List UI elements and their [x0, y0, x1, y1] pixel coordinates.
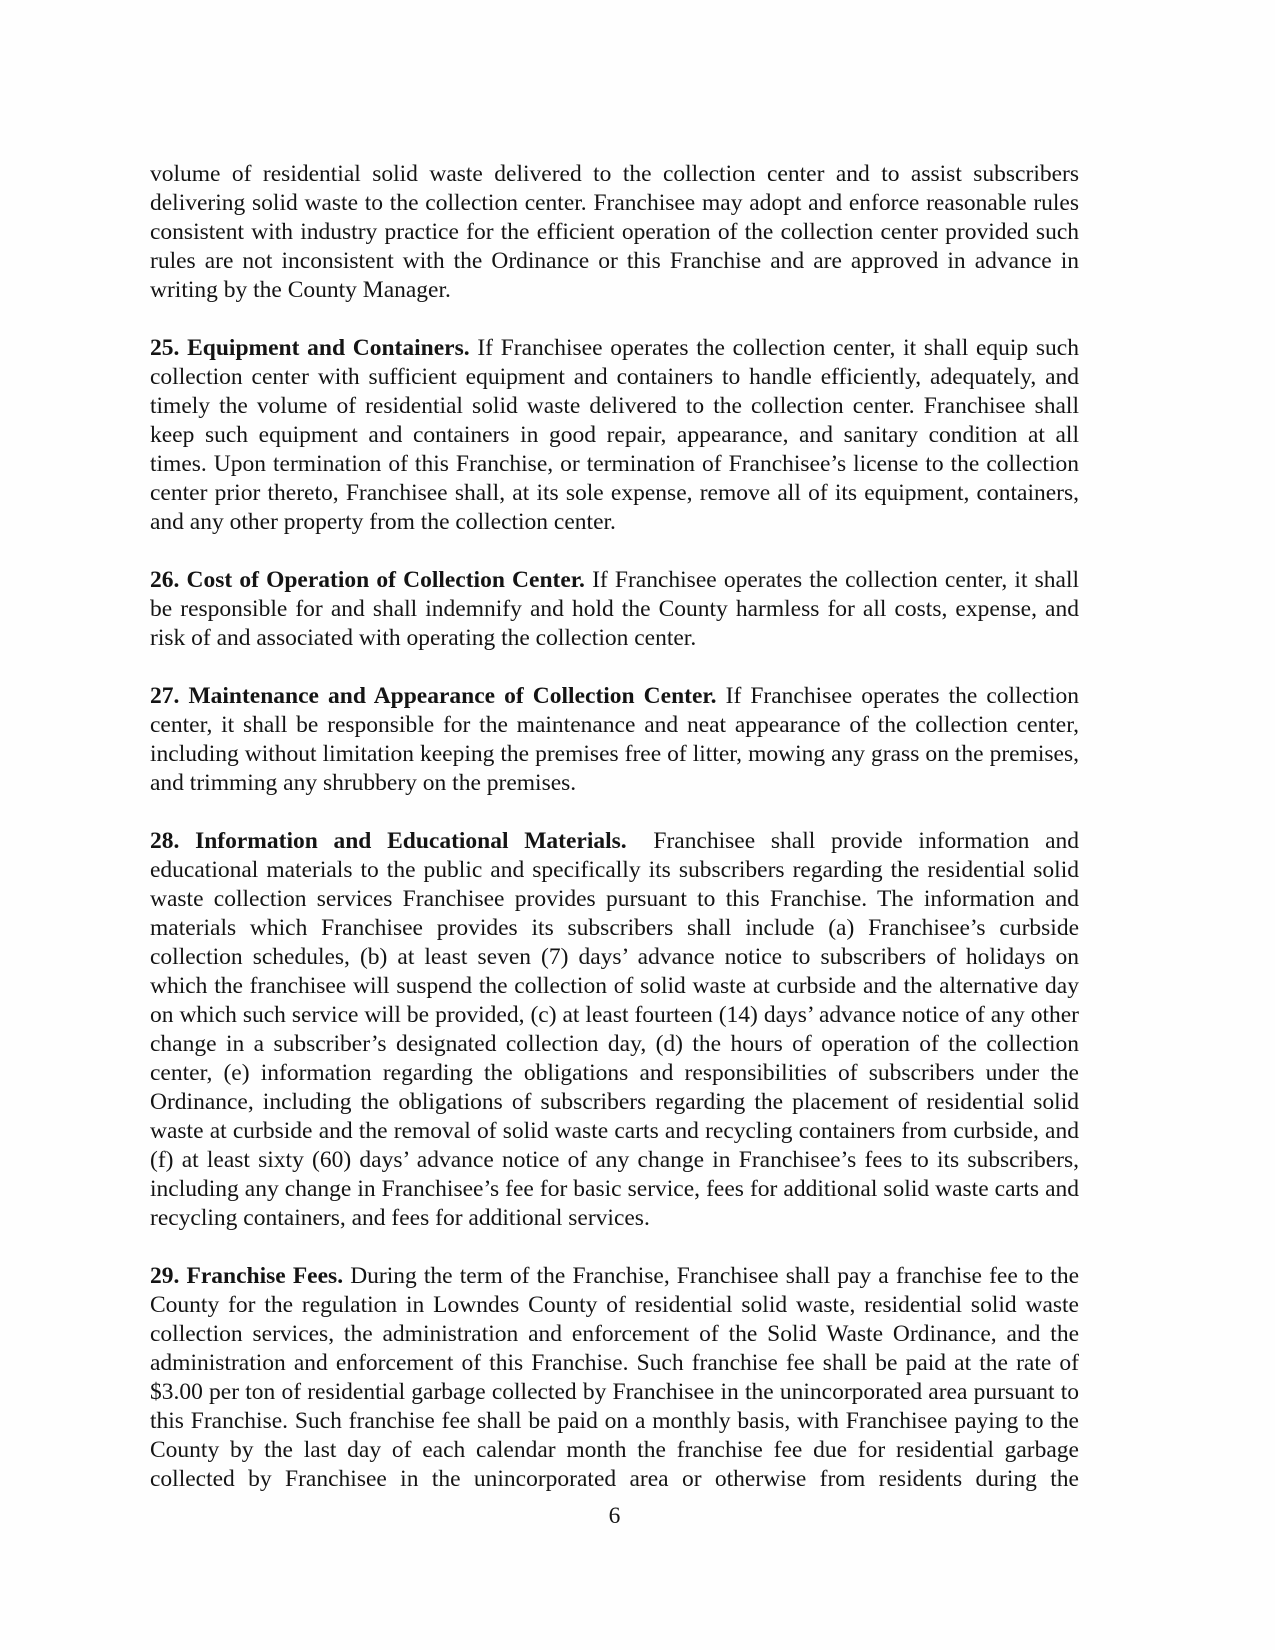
section-29-heading: 29. Franchise Fees. [150, 1263, 344, 1289]
paragraph-text: During the term of the Franchise, Franchisee shall pay a franchise fee to the County for the regulation in Lowndes County of residential solid waste, residential solid waste collection services, the administration and enforcement of the Solid Waste Ordinance, and the administration and enforcement of this Franchise. Such franchise fee shall be paid at the rate of $3.00 per ton of residential garbage collected by Franchisee in the unincorporated area pursuant to this Franchise. Such franchise fee shall be paid on a monthly basis, with Franchisee paying to the County by the last day of each calendar month the franchise fee due for residential garbage collected by Franchisee in the unincorporated area or otherwise from residents during the [150, 1263, 1080, 1492]
paragraph-text: If Franchisee operates the collection center, it shall be responsible for the maintenance and neat appearance of the collection center, including without limitation keeping the premises free of litter, mowing any grass on the premises, and trimming any shrubbery on the premises. [150, 683, 1080, 796]
paragraph-text: Franchisee shall provide information and educational materials to the public and specifically its subscribers regarding the residential solid waste collection services Franchisee provides pursuant to this Franchise. The information and materials which Franchisee provides its subscribers shall include (a) Franchisee’s curbside collection schedules, (b) at least seven (7) days’ advance notice to subscribers of holidays on which the franchisee will suspend the collection of solid waste at curbside and the alternative day on which such service will be provided, (c) at least fourteen (14) days’ advance notice of any other change in a subscriber’s designated collection day, (d) the hours of operation of the collection center, (e) information regarding the obligations and responsibilities of subscribers under the Ordinance, including the obligations of subscribers regarding the placement of residential solid waste at curbside and the removal of solid waste carts and recycling containers from curbside, and (f) at least sixty (60) days’ advance notice of any change in Franchisee’s fees to its subscribers, including any change in Franchisee’s fee for basic service, fees for additional solid waste carts and recycling containers, and fees for additional services. [150, 828, 1079, 1231]
section-27-paragraph [150, 682, 1079, 798]
section-26-paragraph [150, 566, 1079, 653]
paragraph-text: If Franchisee operates the collection center, it shall be responsible for and shall indemnify and hold the County harmless for all costs, expense, and risk of and associated with operating the collection center. [150, 567, 1080, 651]
section-26-heading: 26. Cost of Operation of Collection Center. [150, 567, 585, 593]
section-28-paragraph [150, 827, 1079, 1233]
section-27-heading: 27. Maintenance and Appearance of Collection Center. [150, 683, 717, 709]
document-text [150, 160, 1079, 1531]
section-25-heading: 25. Equipment and Containers. [150, 335, 470, 361]
page-number: 6 [608, 1503, 621, 1529]
section-28-heading: 28. Information and Educational Materials. [150, 828, 627, 854]
section-29-paragraph [150, 1262, 1079, 1494]
continuation-paragraph [150, 160, 1079, 305]
section-25-paragraph [150, 334, 1079, 537]
paragraph-text: If Franchisee operates the collection center, it shall equip such collection center with sufficient equipment and containers to handle efficiently, adequately, and timely the volume of residential solid waste delivered to the collection center. Franchisee shall keep such equipment and containers in good repair, appearance, and sanitary condition at all times. Upon termination of this Franchise, or termination of Franchisee’s license to the collection center prior thereto, Franchisee shall, at its sole expense, remove all of its equipment, containers, and any other property from the collection center. [150, 335, 1079, 535]
paragraph-text: volume of residential solid waste delivered to the collection center and to assist subscribers delivering solid waste to the collection center. Franchisee may adopt and enforce reasonable rules consistent with industry practice for the efficient operation of the collection center provided such rules are not inconsistent with the Ordinance or this Franchise and are approved in advance in writing by the County Manager. [150, 161, 1079, 303]
